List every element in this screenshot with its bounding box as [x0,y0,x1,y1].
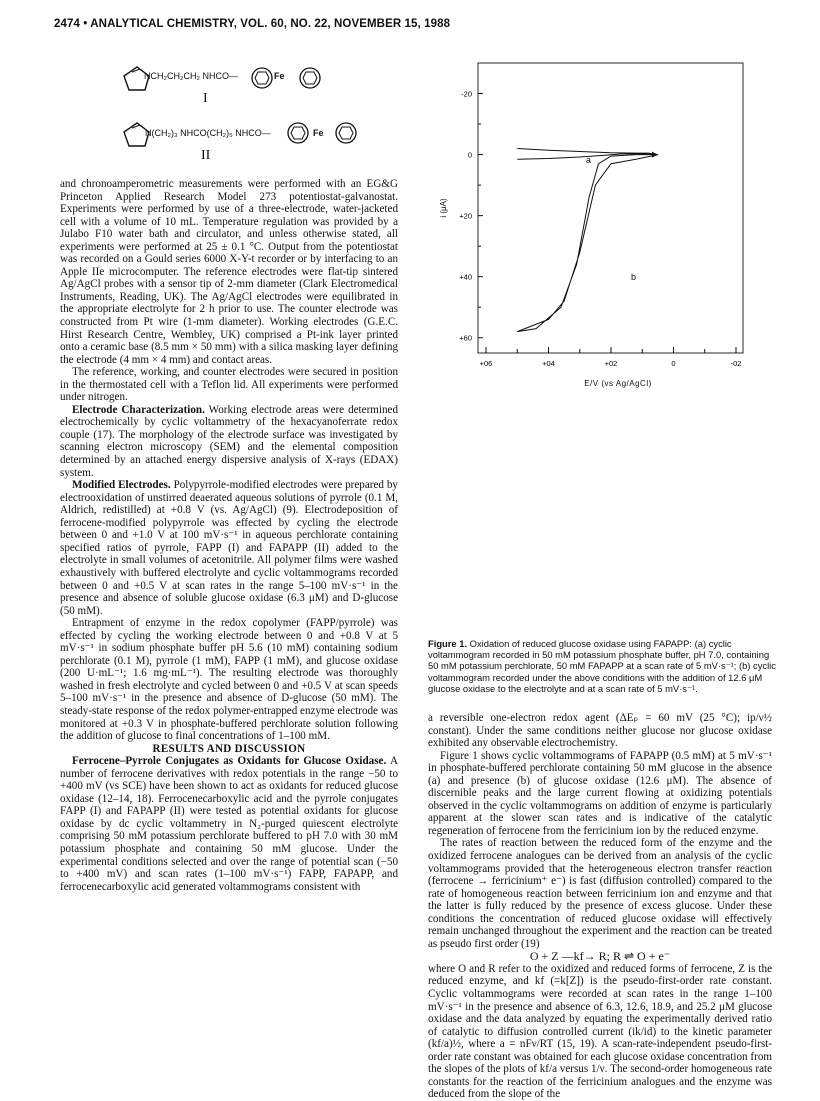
structure-II [118,116,378,162]
y-tick-label: 0 [467,150,472,160]
structure-I-number: I [203,91,208,106]
paragraph-text: Polypyrrole-modified electrodes were prepared by electrooxidation of unstirred deaerated aqueous solutions of pyrrole (0.1 M, Aldrich, redistilled) at +0.8 V (vs. Ag/AgCl) (9). Electrodeposition of ferrocene-modified polypyrrole was effected by cycling the electrode between 0 and +1.0 V at 100 mV·s⁻¹ in aqueous perchlorate containing specified ratios of pyrrole, FAPP (I) and FAPAPP (II) added to the electrolyte in small volumes of acetonitrile. All polymer films were washed exhaustively with buffered electrolyte and cyclic voltammograms recorded between 0 and +0.5 V at scan rates in the range 5–100 mV·s⁻¹ in the presence and absence of soluble glucose oxidase (6.3 μM) and D-glucose (50 mM). [60,479,398,617]
structure-I-fe: Fe [274,71,285,81]
x-tick-label: +06 [479,359,493,368]
y-tick-label: +20 [459,211,472,221]
x-tick-label: +02 [604,359,618,368]
run-in-heading: Modified Electrodes. [72,479,171,492]
figure-1-chart [428,58,778,628]
curve-a-label: a [586,155,592,165]
running-header: 2474 • ANALYTICAL CHEMISTRY, VOL. 60, NO. 22, NOVEMBER 15, 1988 [54,18,451,30]
structure-II-label: N(CH₂)₃ NHCO(CH₂)₅ NHCO— [145,128,271,138]
curves [517,149,658,332]
paragraph [60,404,398,479]
paragraph: Entrapment of enzyme in the redox copolymer (FAPP/pyrrole) was effected by cycling the working electrode between 0 and +0.8 V at 5 mV·s⁻¹ in sodium phosphate buffer pH 5.6 (10 mM) containing sodium perchlorate (0.1 M), pyrrole (1 mM), FAPP (1 mM), and glucose oxidase (200 U·mL⁻¹; 1.6 mg·mL⁻¹). The resulting electrode was thoroughly washed in fresh electrolyte and cycled between 0 and +0.5 V at scan speeds 5–100 mV·s⁻¹ in the presence and absence of D-glucose (50 mM). The steady-state response of the redox polymer-entrapped enzyme electrode was monitored at +0.3 V in phosphate-buffered perchlorate solution following the addition of glucose to final concentrations of 1–100 mM. [60,617,398,743]
x-tick-label: 0 [671,359,676,368]
paragraph [60,479,398,617]
paragraph: and chronoamperometric measurements were performed with an EG&G Princeton Applied Research Model 273 potentiostat-galvanostat. Experiments were performed by use of a three-electrode, water-jacketed cell with a volume of 10 mL. Temperature regulation was provided by a Julabo F10 water bath and circulator, and unless otherwise stated, all experiments were performed at 25 ± 0.1 °C. Output from the potentiostat was recorded on a Gould series 6000 X-Y-t recorder or by interfacing to an Apple IIe microcomputer. The reference electrodes were flat-tip sintered Ag/AgCl probes with a sensor tip of 2-mm diameter (Clark Electromedical Instruments, Reading, UK). The Ag/AgCl electrodes were equilibrated in the appropriate electrolyte for 2 h prior to use. The counter electrode was constructed from Pt wire (1-mm diameter). Working electrodes (G.E.C. Hirst Research Centre, Wembley, UK) comprised a Pt-ink layer printed onto a ceramic base (8.5 mm × 50 mm) with a silica masking layer defining the electrode (4 mm × 4 mm) and contact areas. [60,178,398,366]
equation: O + Z —kf→ R; R ⇌ O + e⁻ [529,949,671,964]
paragraph: The rates of reaction between the reduced form of the enzyme and the oxidized ferrocene analogues can be derived from an analysis of the cyclic voltammograms provided that the heterogeneous electron transfer reaction (ferrocene → ferricinium⁺ e⁻) is fast (diffusion controlled) compared to the rate of homogeneous reaction between ferricinium ion and enzyme and that the latter is fully reduced by the presence of excess glucose. Under these conditions the concentration of reduced glucose oxidase will effectively remain unchanged throughout the experiment and the reaction can be treated as pseudo first order (19) [428,837,772,950]
paragraph: Figure 1 shows cyclic voltammograms of FAPAPP (0.5 mM) at 5 mV·s⁻¹ in phosphate-buffered perchlorate containing 50 mM glucose in the absence (a) and presence (b) of glucose oxidase (12.6 μM). The absence of discernible peaks and the large current flowing at oxidizing potentials observed in the cyclic voltammograms on addition of enzyme is particularly apparent at the slower scan rates and is indicative of the catalytic regeneration of ferrocene from the ferricinium ion by the reduced enzyme. [428,749,772,837]
structure-II-fe: Fe [313,128,324,138]
y-tick-label: +60 [459,333,472,343]
y-tick-label: -20 [461,89,472,99]
x-tick-label: +04 [542,359,555,368]
caption-text: Oxidation of reduced glucose oxidase using FAPAPP: (a) cyclic voltammogram recorded in 50 mM potassium phosphate buffer, pH 7.0, containing 50 mM potassium perchlorate, 50 mM FAPAPP at a scan rate of 5 mV·s⁻¹; (b) cyclic voltammogram recorded under the above conditions with the addition of 12.6 μM glucose oxidase to the electrolyte and at a scan rate of 5 mV·s⁻¹. [428,638,776,694]
paragraph [60,755,398,893]
paragraph-text: Working electrode areas were determined electrochemically by cyclic voltammetry of the hexacyanoferrate redox couple (17). The morphology of the electrode surface was investigated by scanning electron microscopy (SEM) and the elemental composition determined by an attached energy dispersive analysis of X-rays (EDAX) system. [60,403,398,479]
paragraph: where O and R refer to the oxidized and reduced forms of ferrocene, Z is the reduced enzyme, and kf (=k[Z]) is the pseudo-first-order rate constant. Cyclic voltammograms were recorded at scan rates in the range 1–100 mV·s⁻¹ in the presence and absence of 6.3, 12.6, 18.9, and 25.2 μM glucose oxidase and the data analyzed by equating the experimentally derived ratio of catalytic to diffusion controlled current (ik/id) to the kinetic parameter (kf/a)½, where a = nFν/RT (15, 19). A scan-rate-independent pseudo-first-order rate constant was obtained for each glucose oxidase concentration from the slopes of the plots of kf/a versus 1/ν. The second-order homogeneous rate constants for the reaction of the ferricinium analogues and the enzyme was deduced from the slope of the [428,962,772,1101]
section-heading: RESULTS AND DISCUSSION [152,742,306,755]
paragraph: The reference, working, and counter electrodes were secured in position in the thermostated cell with a Teflon lid. All experiments were performed under nitrogen. [60,366,398,404]
plot-frame [478,63,743,353]
paragraph: a reversible one-electron redox agent (ΔEₚ = 60 mV (25 °C); ip/ν½ constant). Under the same conditions neither glucose nor glucose oxidase exhibited any observable electrochemistry. [428,712,772,750]
right-column [428,712,772,1101]
run-in-heading: Ferrocene–Pyrrole Conjugates as Oxidants for Glucose Oxidase. [72,755,387,768]
run-in-heading: Electrode Characterization. [72,403,205,416]
figure-1-caption [428,638,778,694]
y-tick-label: +40 [459,272,472,282]
curve-b [517,155,658,332]
left-column [60,178,398,893]
paragraph-text: A number of ferrocene derivatives with redox potentials in the range −50 to +400 mV (vs SCE) have been shown to act as oxidants for reduced glucose oxidase (12–14, 18). Ferrocenecarboxylic acid and the pyrrole conjugates FAPP (I) and FAPAPP (II) were tested as potential oxidants for glucose oxidase by dc cyclic voltammetry in N₂-purged quiescent electrolyte comprising 50 mM potassium perchlorate buffered to pH 7.0 with 30 mM potassium phosphate and containing 50 mM glucose. Under the experimental conditions selected and over the range of potential scan (−50 to +400 mV) and scan rates (1–100 mV·s⁻¹) FAPP, FAPAPP, and ferrocenecarboxylic acid generated voltammograms consistent with [60,755,398,893]
sweep-arrow [652,152,658,158]
caption-lead: Figure 1. [428,638,468,649]
curve-b-label: b [631,272,637,282]
structure-I-label: NCH₂CH₂CH₂ NHCO— [144,71,238,81]
x-tick-label: -02 [730,359,742,368]
y-axis-ticks [459,90,483,343]
x-axis-label: E/V (vs Ag/AgCl) [584,379,652,388]
y-axis-label: i (μA) [439,198,448,218]
x-axis-ticks [480,347,742,368]
structure-II-number: II [201,148,211,163]
